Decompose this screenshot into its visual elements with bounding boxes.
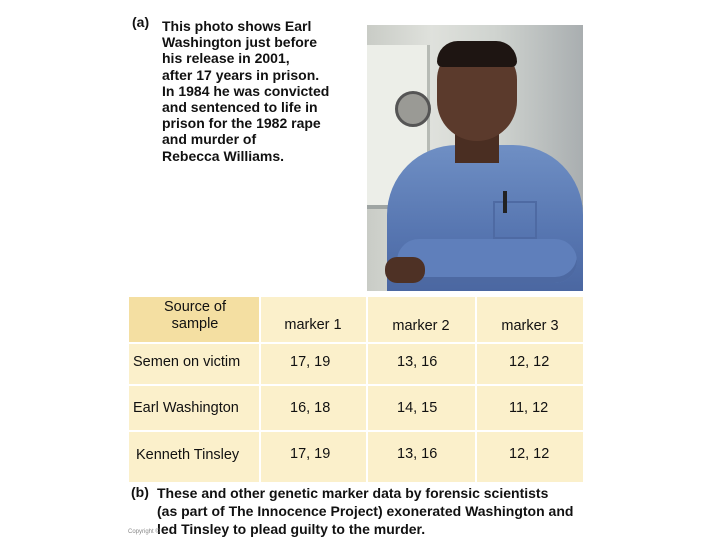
caption-line: prison for the 1982 rape <box>162 115 321 132</box>
row-value: 13, 16 <box>397 446 438 462</box>
crossed-arms <box>397 239 577 283</box>
panel-b-label: (b) <box>131 484 149 500</box>
row-value: 12, 12 <box>509 446 550 462</box>
column-divider <box>475 297 477 482</box>
panel-a-caption <box>162 18 372 164</box>
pocket-pen <box>503 191 507 213</box>
caption-line: (as part of The Innocence Project) exonerated Washington and <box>157 503 574 519</box>
person-hair <box>437 41 517 67</box>
caption-line: Rebecca Williams. <box>162 147 285 164</box>
column-divider <box>366 297 368 482</box>
portrait-photo <box>367 25 583 291</box>
caption-line: after 17 years in prison. <box>162 66 320 83</box>
row-source-washington: Earl Washington <box>133 400 239 416</box>
caption-line: These and other genetic marker data by forensic scientists <box>157 485 549 501</box>
row-value: 17, 19 <box>290 354 331 370</box>
caption-line: his release in 2001, <box>162 50 290 67</box>
row-source-semen: Semen on victim <box>133 354 241 370</box>
row-value: 13, 16 <box>397 354 438 370</box>
row-value: 14, 15 <box>397 400 438 416</box>
row-value: 12, 12 <box>509 354 550 370</box>
caption-line: Washington just before <box>162 34 318 51</box>
row-divider <box>129 430 583 432</box>
header-line: Source of <box>163 299 227 315</box>
column-header-source <box>136 299 254 333</box>
panel-a-label: (a) <box>132 14 150 30</box>
caption-line: led Tinsley to plead guilty to the murder. <box>157 521 426 537</box>
caption-line: and sentenced to life in <box>162 99 318 116</box>
row-divider <box>129 384 583 386</box>
row-value: 17, 19 <box>290 446 331 462</box>
row-value: 16, 18 <box>290 400 331 416</box>
wall-fan <box>395 91 431 127</box>
header-line: sample <box>171 316 219 332</box>
column-header-marker-1: marker 1 <box>284 317 342 333</box>
column-header-marker-2: marker 2 <box>392 318 450 334</box>
copyright-notice: Copyright © <box>128 529 160 535</box>
row-source-tinsley: Kenneth Tinsley <box>136 447 240 463</box>
shirt-pocket <box>493 201 537 239</box>
caption-line: In 1984 he was convicted <box>162 82 330 99</box>
row-value: 11, 12 <box>509 400 549 416</box>
panel-b-caption <box>157 484 573 538</box>
row-divider <box>129 342 583 344</box>
caption-line: and murder of <box>162 131 257 148</box>
column-header-marker-3: marker 3 <box>501 318 559 334</box>
column-divider <box>259 297 261 482</box>
person-hand <box>385 257 425 283</box>
caption-line: This photo shows Earl <box>162 18 312 34</box>
